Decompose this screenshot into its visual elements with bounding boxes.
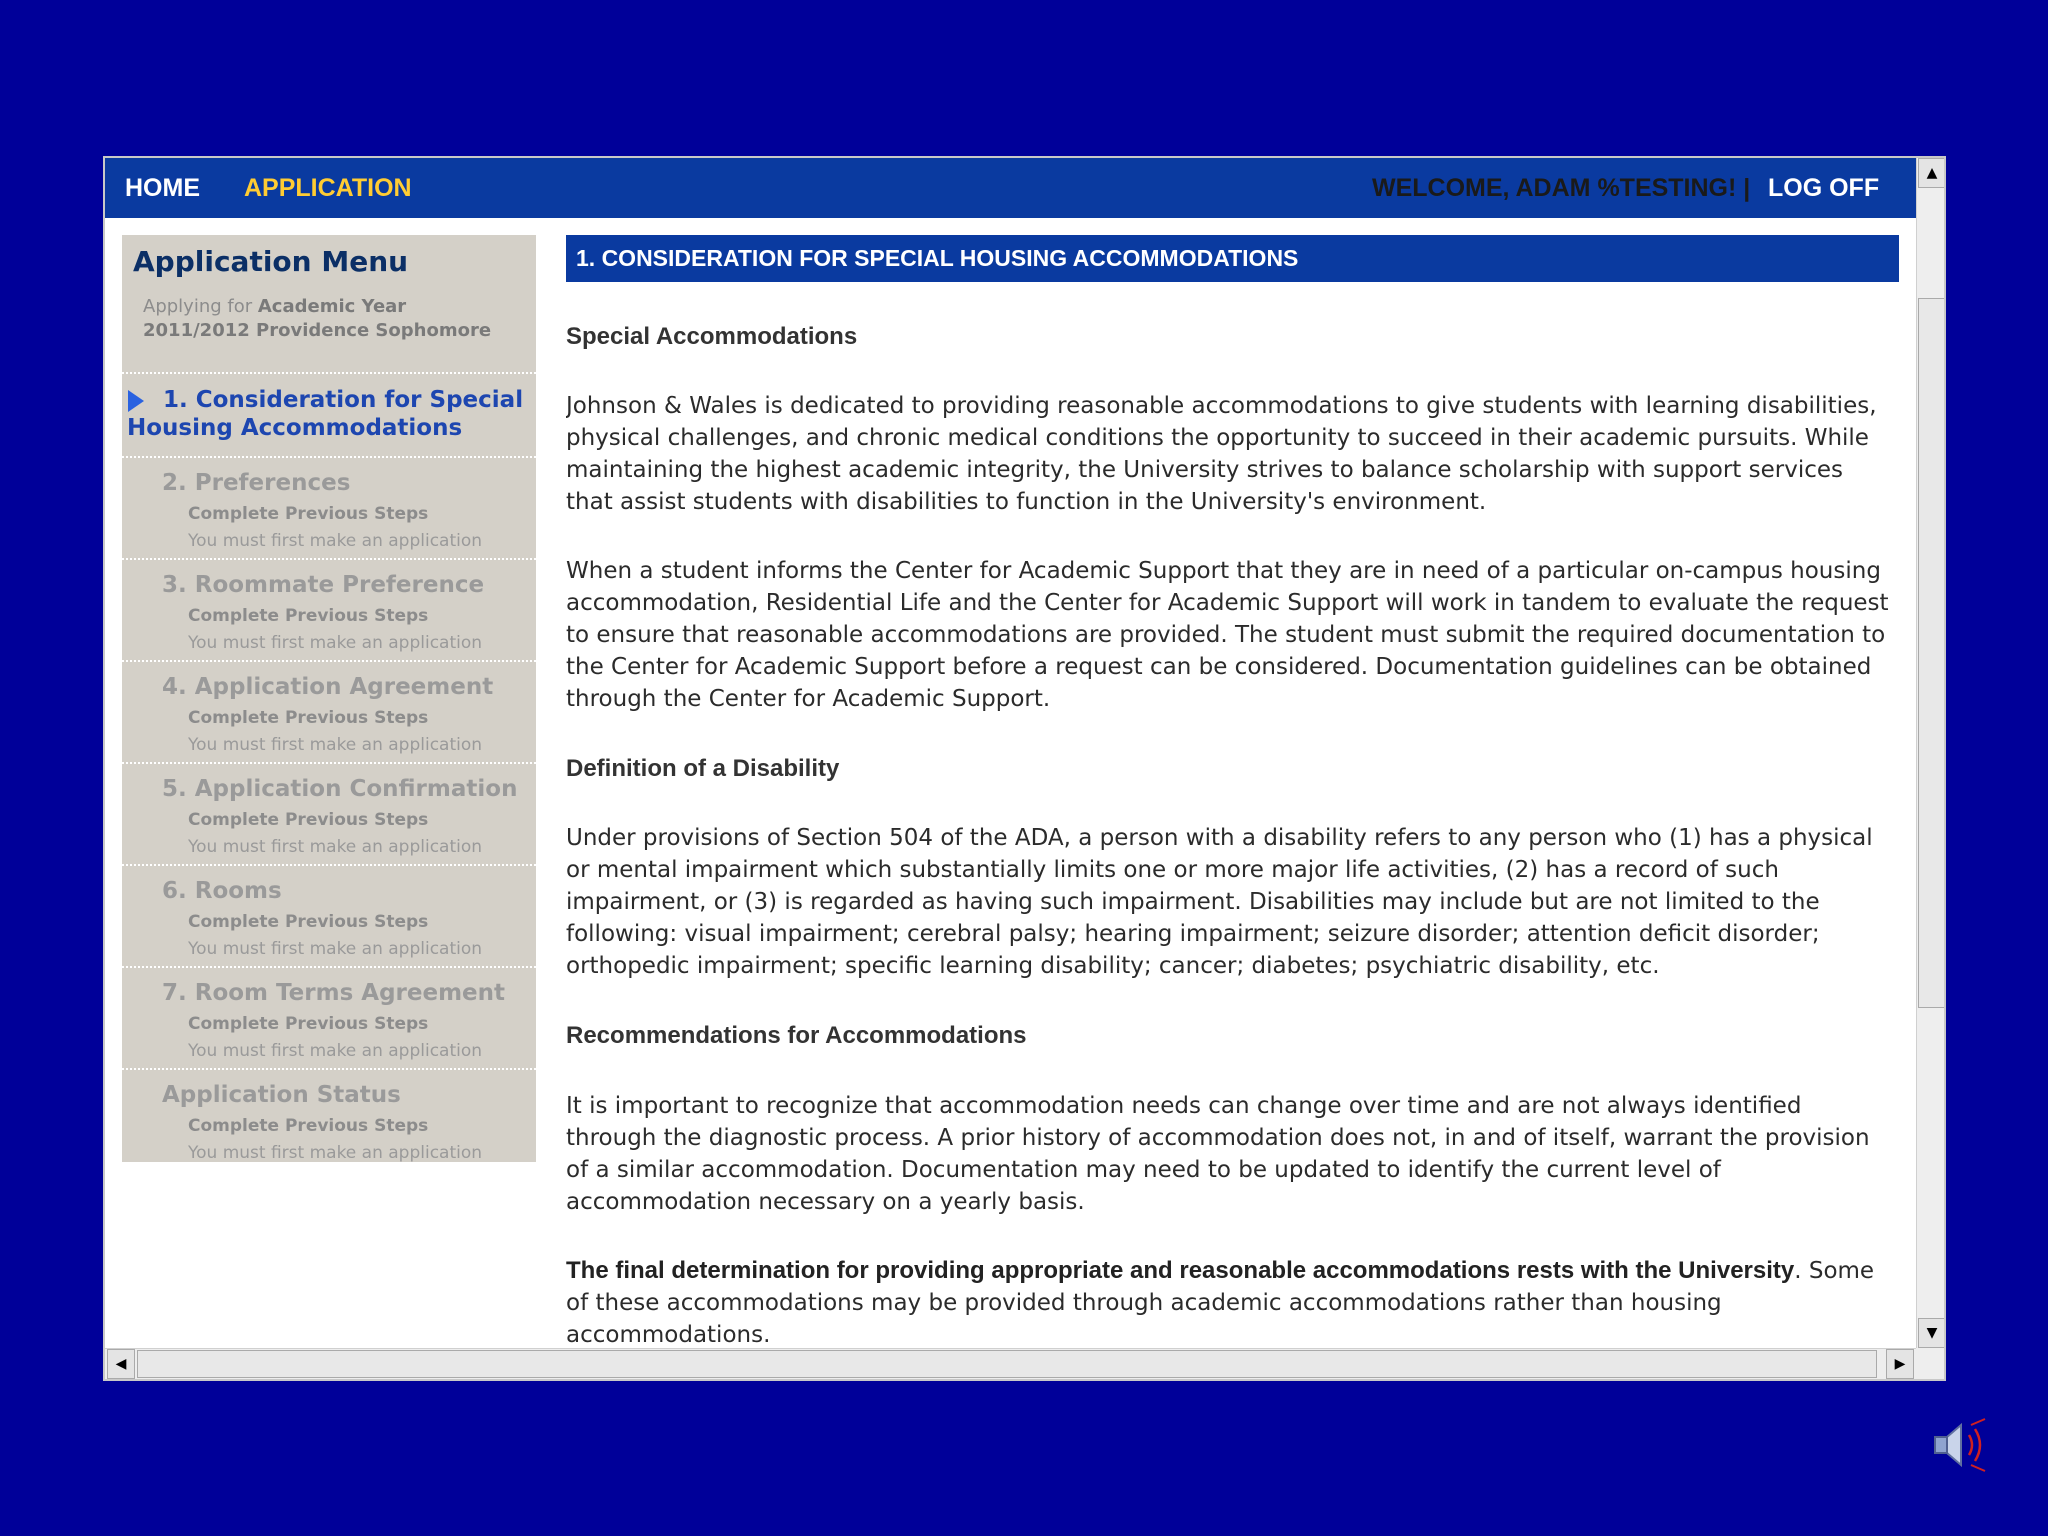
step-status: Complete Previous Steps [188, 606, 429, 626]
nav-application-link[interactable]: APPLICATION [244, 174, 412, 202]
application-menu [122, 235, 536, 1162]
step-note: You must first make an application [188, 1041, 483, 1061]
horizontal-scrollbar[interactable] [105, 1348, 1916, 1379]
heading-definition: Definition of a Disability [566, 755, 840, 782]
vertical-scrollbar[interactable] [1916, 158, 1946, 1348]
scroll-down-arrow-icon[interactable]: ▼ [1918, 1318, 1946, 1348]
applying-prefix: Applying for [143, 296, 253, 317]
step-label: 3. Roommate Preference [162, 572, 485, 598]
paragraph-definition: Under provisions of Section 504 of the ADA, a person with a disability refers to any person who (1) has a physical or mental impairment which substantially limits one or more major life activities, (2) has a record of such impairment, or (3) is regarded as having such impairment. Disabilities may include but are not limited to the following: visual impairment; cerebral palsy; hearing impairment; seizure disorder; attention deficit disorder; orthopedic impairment; specific learning disability; cancer; diabetes; psychiatric disability, etc. [566, 825, 1873, 979]
step-note: You must first make an application [188, 1143, 483, 1163]
step-status: Complete Previous Steps [188, 912, 429, 932]
paragraph-final-determination [566, 1255, 1896, 1348]
step-note: You must first make an application [188, 735, 483, 755]
step-label: 4. Application Agreement [162, 674, 494, 700]
step-status: Complete Previous Steps [188, 1116, 429, 1136]
heading-recommendations: Recommendations for Accommodations [566, 1022, 1027, 1049]
menu-step-7 [122, 966, 536, 1068]
paragraph-recommendations: It is important to recognize that accommodation needs can change over time and are not always identified through the diagnostic process. A prior history of accommodation does not, in and of itself, warrant the provision of a similar accommodation. Documentation may need to be updated to identify the current level of accommodation necessary on a yearly basis. [566, 1093, 1870, 1215]
step-label: 6. Rooms [162, 878, 282, 904]
menu-step-6 [122, 864, 536, 966]
speaker-icon[interactable] [1925, 1415, 1995, 1475]
scroll-up-arrow-icon[interactable]: ▲ [1918, 158, 1946, 188]
paragraph-intro: Johnson & Wales is dedicated to providing reasonable accommodations to give students with learning disabilities, physical challenges, and chronic medical conditions the opportunity to succeed in their academic pursuits. While maintaining the highest academic integrity, the University strives to balance scholarship with support services that assist students with disabilities to function in the University's environment. [566, 393, 1877, 515]
browser-window [103, 156, 1946, 1381]
step-status: Complete Previous Steps [188, 504, 429, 524]
top-nav-bar [105, 158, 1916, 218]
step-note: You must first make an application [188, 633, 483, 653]
menu-title: Application Menu [133, 245, 409, 278]
final-determination-bold: The final determination for providing appropriate and reasonable accommodations rests with the University [566, 1257, 1795, 1284]
main-content [566, 235, 1901, 1348]
step-label: 7. Room Terms Agreement [162, 980, 506, 1006]
step-label: 2. Preferences [162, 470, 351, 496]
step-note: You must first make an application [188, 939, 483, 959]
heading-special-accommodations: Special Accommodations [566, 323, 858, 350]
section-title: 1. CONSIDERATION FOR SPECIAL HOUSING ACCOMMODATIONS [566, 235, 1899, 282]
step-label: Application Status [162, 1082, 401, 1108]
menu-step-3 [122, 558, 536, 660]
step-status: Complete Previous Steps [188, 708, 429, 728]
step-label[interactable]: 1. Consideration for Special Housing Accommodations [127, 387, 524, 441]
menu-step-status [122, 1068, 536, 1162]
menu-step-4 [122, 660, 536, 762]
vertical-scroll-thumb[interactable] [1918, 298, 1946, 1008]
step-note: You must first make an application [188, 837, 483, 857]
scroll-right-arrow-icon[interactable]: ▶ [1886, 1349, 1914, 1379]
welcome-text: WELCOME, ADAM %TESTING! | [1372, 174, 1751, 202]
menu-step-1[interactable] [122, 372, 536, 456]
menu-step-5 [122, 762, 536, 864]
log-off-link[interactable]: LOG OFF [1768, 174, 1880, 202]
applying-details: Academic Year 2011/2012 Providence Sophomore [143, 296, 492, 341]
step-status: Complete Previous Steps [188, 1014, 429, 1034]
horizontal-scroll-thumb[interactable] [137, 1350, 1877, 1378]
applying-for-text [143, 295, 513, 343]
step-status: Complete Previous Steps [188, 810, 429, 830]
nav-home-link[interactable]: HOME [125, 174, 200, 202]
paragraph-process: When a student informs the Center for Academic Support that they are in need of a particular on-campus housing accommodation, Residential Life and the Center for Academic Support will work in tandem to evaluate the request to ensure that reasonable accommodations are provided. The student must submit the required documentation to the Center for Academic Support before a request can be considered. Documentation guidelines can be obtained through the Center for Academic Support. [566, 558, 1889, 712]
step-note: You must first make an application [188, 531, 483, 551]
scrollbar-corner [1916, 1348, 1946, 1379]
menu-step-2 [122, 456, 536, 558]
final-determination-rest: . Some of these accommodations may be provided through academic accommodations rather than housing accommodations. [566, 1258, 1875, 1348]
step-label: 5. Application Confirmation [162, 776, 518, 802]
scroll-left-arrow-icon[interactable]: ◀ [107, 1349, 135, 1379]
